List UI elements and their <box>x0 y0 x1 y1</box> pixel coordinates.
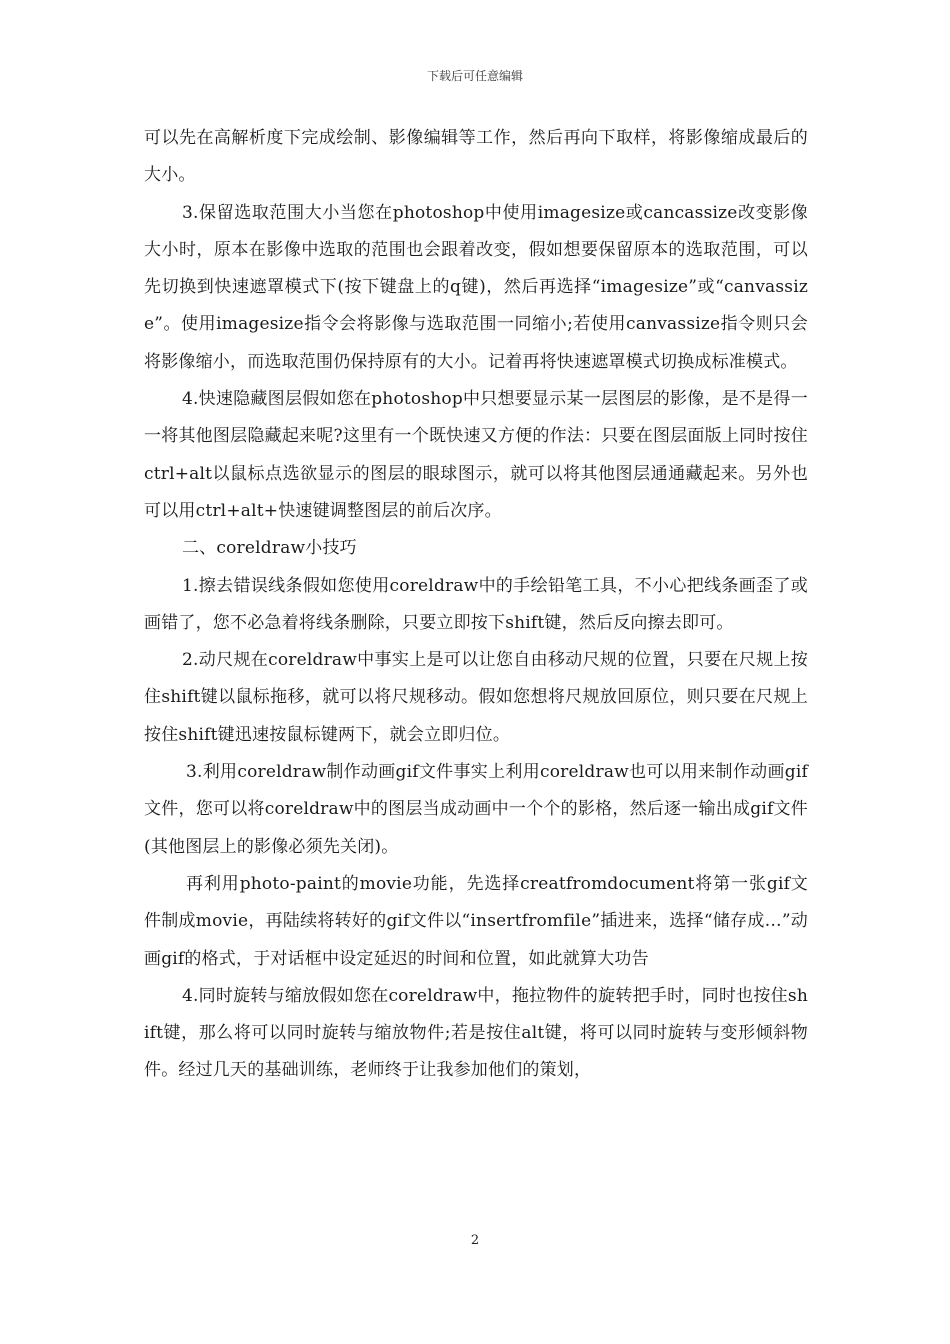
paragraph-hide-layers: 4.快速隐藏图层假如您在photoshop中只想要显示某一层图层的影像，是不是得一一将其他图层隐藏起来呢?这里有一个既快速又方便的作法：只要在图层面版上同时按住ctrl+alt以鼠标点选欲显示的图层的眼球图示，就可以将其他图层通通藏起来。另外也可以用ctrl+alt+快速键调整图层的前后次序。 <box>144 389 808 521</box>
page-number: 2 <box>470 1233 480 1248</box>
paragraph-move-rulers: 2.动尺规在coreldraw中事实上是可以让您自由移动尺规的位置，只要在尺规上按住shift键以鼠标拖移，就可以将尺规移动。假如您想将尺规放回原位，则只要在尺规上按住shift键迅速按鼠标键两下，就会立即归位。 <box>144 650 808 745</box>
section-heading-coreldraw-tips: 二、coreldraw小技巧 <box>182 538 357 559</box>
paragraph-erase-lines: 1.擦去错误线条假如您使用coreldraw中的手绘铅笔工具，不小心把线条画歪了或画错了，您不必急着将线条删除，只要立即按下shift键，然后反向擦去即可。 <box>144 575 808 633</box>
paragraph-continuation: 可以先在高解析度下完成绘制、影像编辑等工作，然后再向下取样，将影像缩成最后的大小。 <box>144 128 808 186</box>
paragraph-photo-paint-movie: 再利用photo-paint的movie功能，先选择creatfromdocument将第一张gif文件制成movie，再陆续将转好的gif文件以“insertfromfile”插进来，选择“储存成…”动画gif的格式，于对话框中设定延迟的时间和位置，如此就算大功告 <box>144 873 808 969</box>
page-header: 下载后可任意编辑 <box>426 69 523 83</box>
paragraph-preserve-selection: 3.保留选取范围大小当您在photoshop中使用imagesize或cancassize改变影像大小时，原本在影像中选取的范围也会跟着改变，假如想要保留原本的选取范围，可以先切换到快速遮罩模式下(按下键盘上的q键)，然后再选择“imagesize”或“canvassize”。使用imagesize指令会将影像与选取范围一同缩小;若使用canvassize指令则只会将影像缩小，而选取范围仍保持原有的大小。记着再将快速遮罩模式切换成标准模式。 <box>144 202 808 372</box>
paragraph-rotate-scale: 4.同时旋转与缩放假如您在coreldraw中，拖拉物件的旋转把手时，同时也按住shift键，那么将可以同时旋转与缩放物件;若是按住alt键，将可以同时旋转与变形倾斜物件。经过几天的基础训练，老师终于让我参加他们的策划， <box>144 985 808 1081</box>
paragraph-animated-gif: 3.利用coreldraw制作动画gif文件事实上利用coreldraw也可以用来制作动画gif文件，您可以将coreldraw中的图层当成动画中一个个的影格，然后逐一输出成gif文件(其他图层上的影像必须先关闭)。 <box>144 762 808 857</box>
document-body <box>144 120 808 1090</box>
